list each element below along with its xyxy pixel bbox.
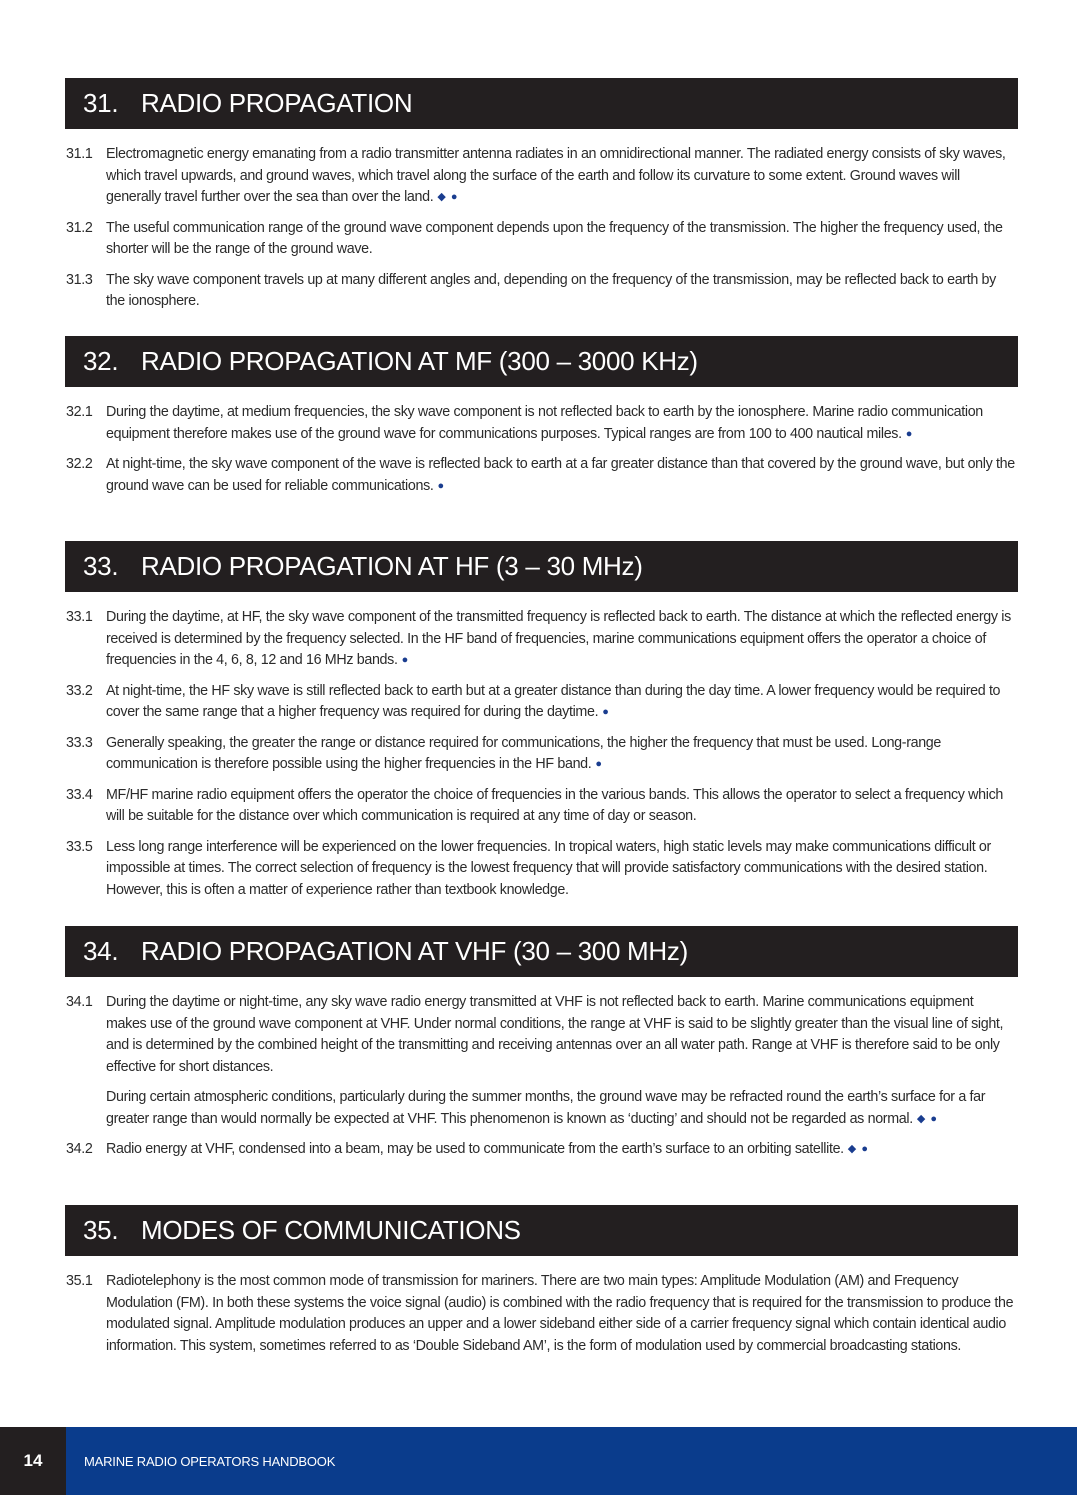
paragraph-number: 33.4 [66,786,93,803]
paragraph-34-2 [66,1139,1016,1161]
section-33 [0,541,1077,910]
footer-title: MARINE RADIO OPERATORS HANDBOOK [84,1453,336,1469]
paragraph-31-3 [66,270,1016,313]
paragraph-text: At night-time, the sky wave component of the wave is reflected back to earth at a far greater distance than that covered by the ground wave, but only the ground wave can be used for reliable communications. [106,456,1015,494]
paragraph-text: During the daytime, at HF, the sky wave component of the transmitted frequency is reflected back to earth. The distance at which the reflected energy is received is determined by the frequency selected. In the HF band of frequencies, marine communications equipment offers the operator a choice of frequencies in the 4, 6, 8, 12 and 16 MHz bands. [106,609,1011,668]
paragraph-text: The useful communication range of the ground wave component depends upon the frequency of the transmission. The higher the frequency used, the shorter will be the range of the ground wave. [106,219,1003,257]
page-footer [0,1427,1077,1495]
section-number: 34. [83,936,119,966]
paragraph-text: Electromagnetic energy emanating from a radio transmitter antenna radiates in an omnidirectional manner. The radiated energy consists of sky waves, which travel upwards, and ground waves, which travel along the surface of the earth and follow its curvature to some extent. Ground waves will generally travel further over the sea than over the land. [106,146,1006,205]
paragraph-33-3 [66,733,1016,776]
paragraph-32-1 [66,402,1016,445]
section-title: RADIO PROPAGATION AT HF (3 – 30 MHz) [141,551,643,581]
paragraph-text: MF/HF marine radio equipment offers the operator the choice of frequencies in the various bands. This allows the operator to select a frequency which will be suitable for the distance over which communication is required at any time of day or season. [106,786,1003,824]
paragraph-text: At night-time, the HF sky wave is still reflected back to earth but at a greater distance than during the day time. A lower frequency would be required to cover the same range that a higher frequency was required for during the daytime. [106,682,1001,720]
paragraph-number: 33.3 [66,734,93,751]
paragraph-number: 32.2 [66,456,93,472]
paragraph-text-continued: During certain atmospheric conditions, particularly during the summer months, the ground wave may be refracted round the earth’s surface for a far greater range than would normally be expected at VHF. This phenomenon is known as ‘ducting’ and should not be regarded as normal. [106,1089,986,1127]
section-heading [65,336,1018,387]
paragraph-number: 34.1 [66,994,93,1010]
section-heading [65,926,1018,977]
paragraph-31-2 [66,218,1016,261]
paragraph-text: During the daytime or night-time, any sky wave radio energy transmitted at VHF is not reflected back to earth. Marine communications equipment makes use of the ground wave component at VHF. Under normal conditions, the range at VHF is said to be slightly greater than the visual line of sight, and is determined by the combined height of the transmitting and receiving antennas over an all water path. Range at VHF is therefore said to be only effective for short distances. [106,994,1004,1075]
diamond-dot-marker-icon: ◆ ● [916,1112,938,1125]
paragraph-number: 33.5 [66,838,93,855]
paragraph-text: During the daytime, at medium frequencies, the sky wave component is not reflected back to earth by the ionosphere. Marine radio communication equipment therefore makes use of the ground wave for communications purposes. Typical ranges are from 100 to 400 nautical miles. [106,404,983,442]
paragraph-text: The sky wave component travels up at many different angles and, depending on the frequency of the transmission, may be reflected back to earth by the ionosphere. [106,271,996,309]
paragraph-33-4 [66,785,1016,828]
page-number: 14 [0,1427,66,1495]
dot-marker-icon: ● [437,479,446,492]
section-number: 35. [83,1215,119,1245]
section-heading [65,78,1018,129]
dot-marker-icon: ● [595,758,604,770]
paragraph-number: 31.2 [66,219,93,236]
paragraph-number: 35.1 [66,1273,93,1289]
paragraph-number: 33.2 [66,682,93,699]
paragraph-text: Radiotelephony is the most common mode of transmission for mariners. There are two main types: Amplitude Modulation (AM) and Frequency Modulation (FM). In both these systems the voice signal (audio) is combined with the radio frequency that is required for the transmission to produce the modulated signal. Amplitude modulation produces an upper and a lower sideband either side of a carrier frequency signal which contain identical audio information. This system, sometimes referred to as ‘Double Sideband AM’, is the form of modulation used by commercial broadcasting stations. [106,1273,1014,1354]
section-title: RADIO PROPAGATION AT VHF (30 – 300 MHz) [141,936,688,966]
paragraph-35-1 [66,1271,1016,1357]
diamond-dot-marker-icon: ◆ ● [437,191,459,203]
section-34 [0,926,1077,1170]
section-heading [65,1205,1018,1256]
paragraph-number: 34.2 [66,1141,93,1157]
paragraph-33-1 [66,607,1016,672]
paragraph-number: 31.3 [66,271,93,288]
paragraph-33-2 [66,681,1016,724]
paragraph-33-5 [66,837,1016,902]
section-35 [0,1205,1077,1366]
dot-marker-icon: ● [602,706,610,718]
section-title: RADIO PROPAGATION AT MF (300 – 3000 KHz) [141,346,698,376]
paragraph-34-1 [66,992,1016,1130]
section-number: 32. [83,346,119,376]
section-31 [0,78,1077,322]
section-number: 31. [83,88,119,118]
paragraph-number: 32.1 [66,404,93,420]
paragraph-32-2 [66,454,1016,497]
paragraph-text: Less long range interference will be experienced on the lower frequencies. In tropical waters, high static levels may make communications difficult or impossible at times. The correct selection of frequency is the lowest frequency that will provide satisfactory communications with the desired station. However, this is often a matter of experience rather than textbook knowledge. [106,838,991,898]
paragraph-31-1 [66,144,1016,209]
section-title: RADIO PROPAGATION [141,88,413,118]
section-32 [0,336,1077,506]
diamond-dot-marker-icon: ◆ ● [847,1143,869,1155]
paragraph-text: Generally speaking, the greater the range or distance required for communications, the higher the frequency that must be used. Long-range communication is therefore possible using the higher frequencies in the HF band. [106,734,942,772]
dot-marker-icon: ● [905,427,914,440]
paragraph-number: 33.1 [66,609,93,625]
section-heading [65,541,1018,592]
paragraph-text: Radio energy at VHF, condensed into a beam, may be used to communicate from the earth’s surface to an orbiting satellite. [106,1141,844,1157]
paragraph-number: 31.1 [66,146,93,162]
section-number: 33. [83,551,119,581]
dot-marker-icon: ● [401,654,410,666]
section-title: MODES OF COMMUNICATIONS [141,1215,521,1245]
